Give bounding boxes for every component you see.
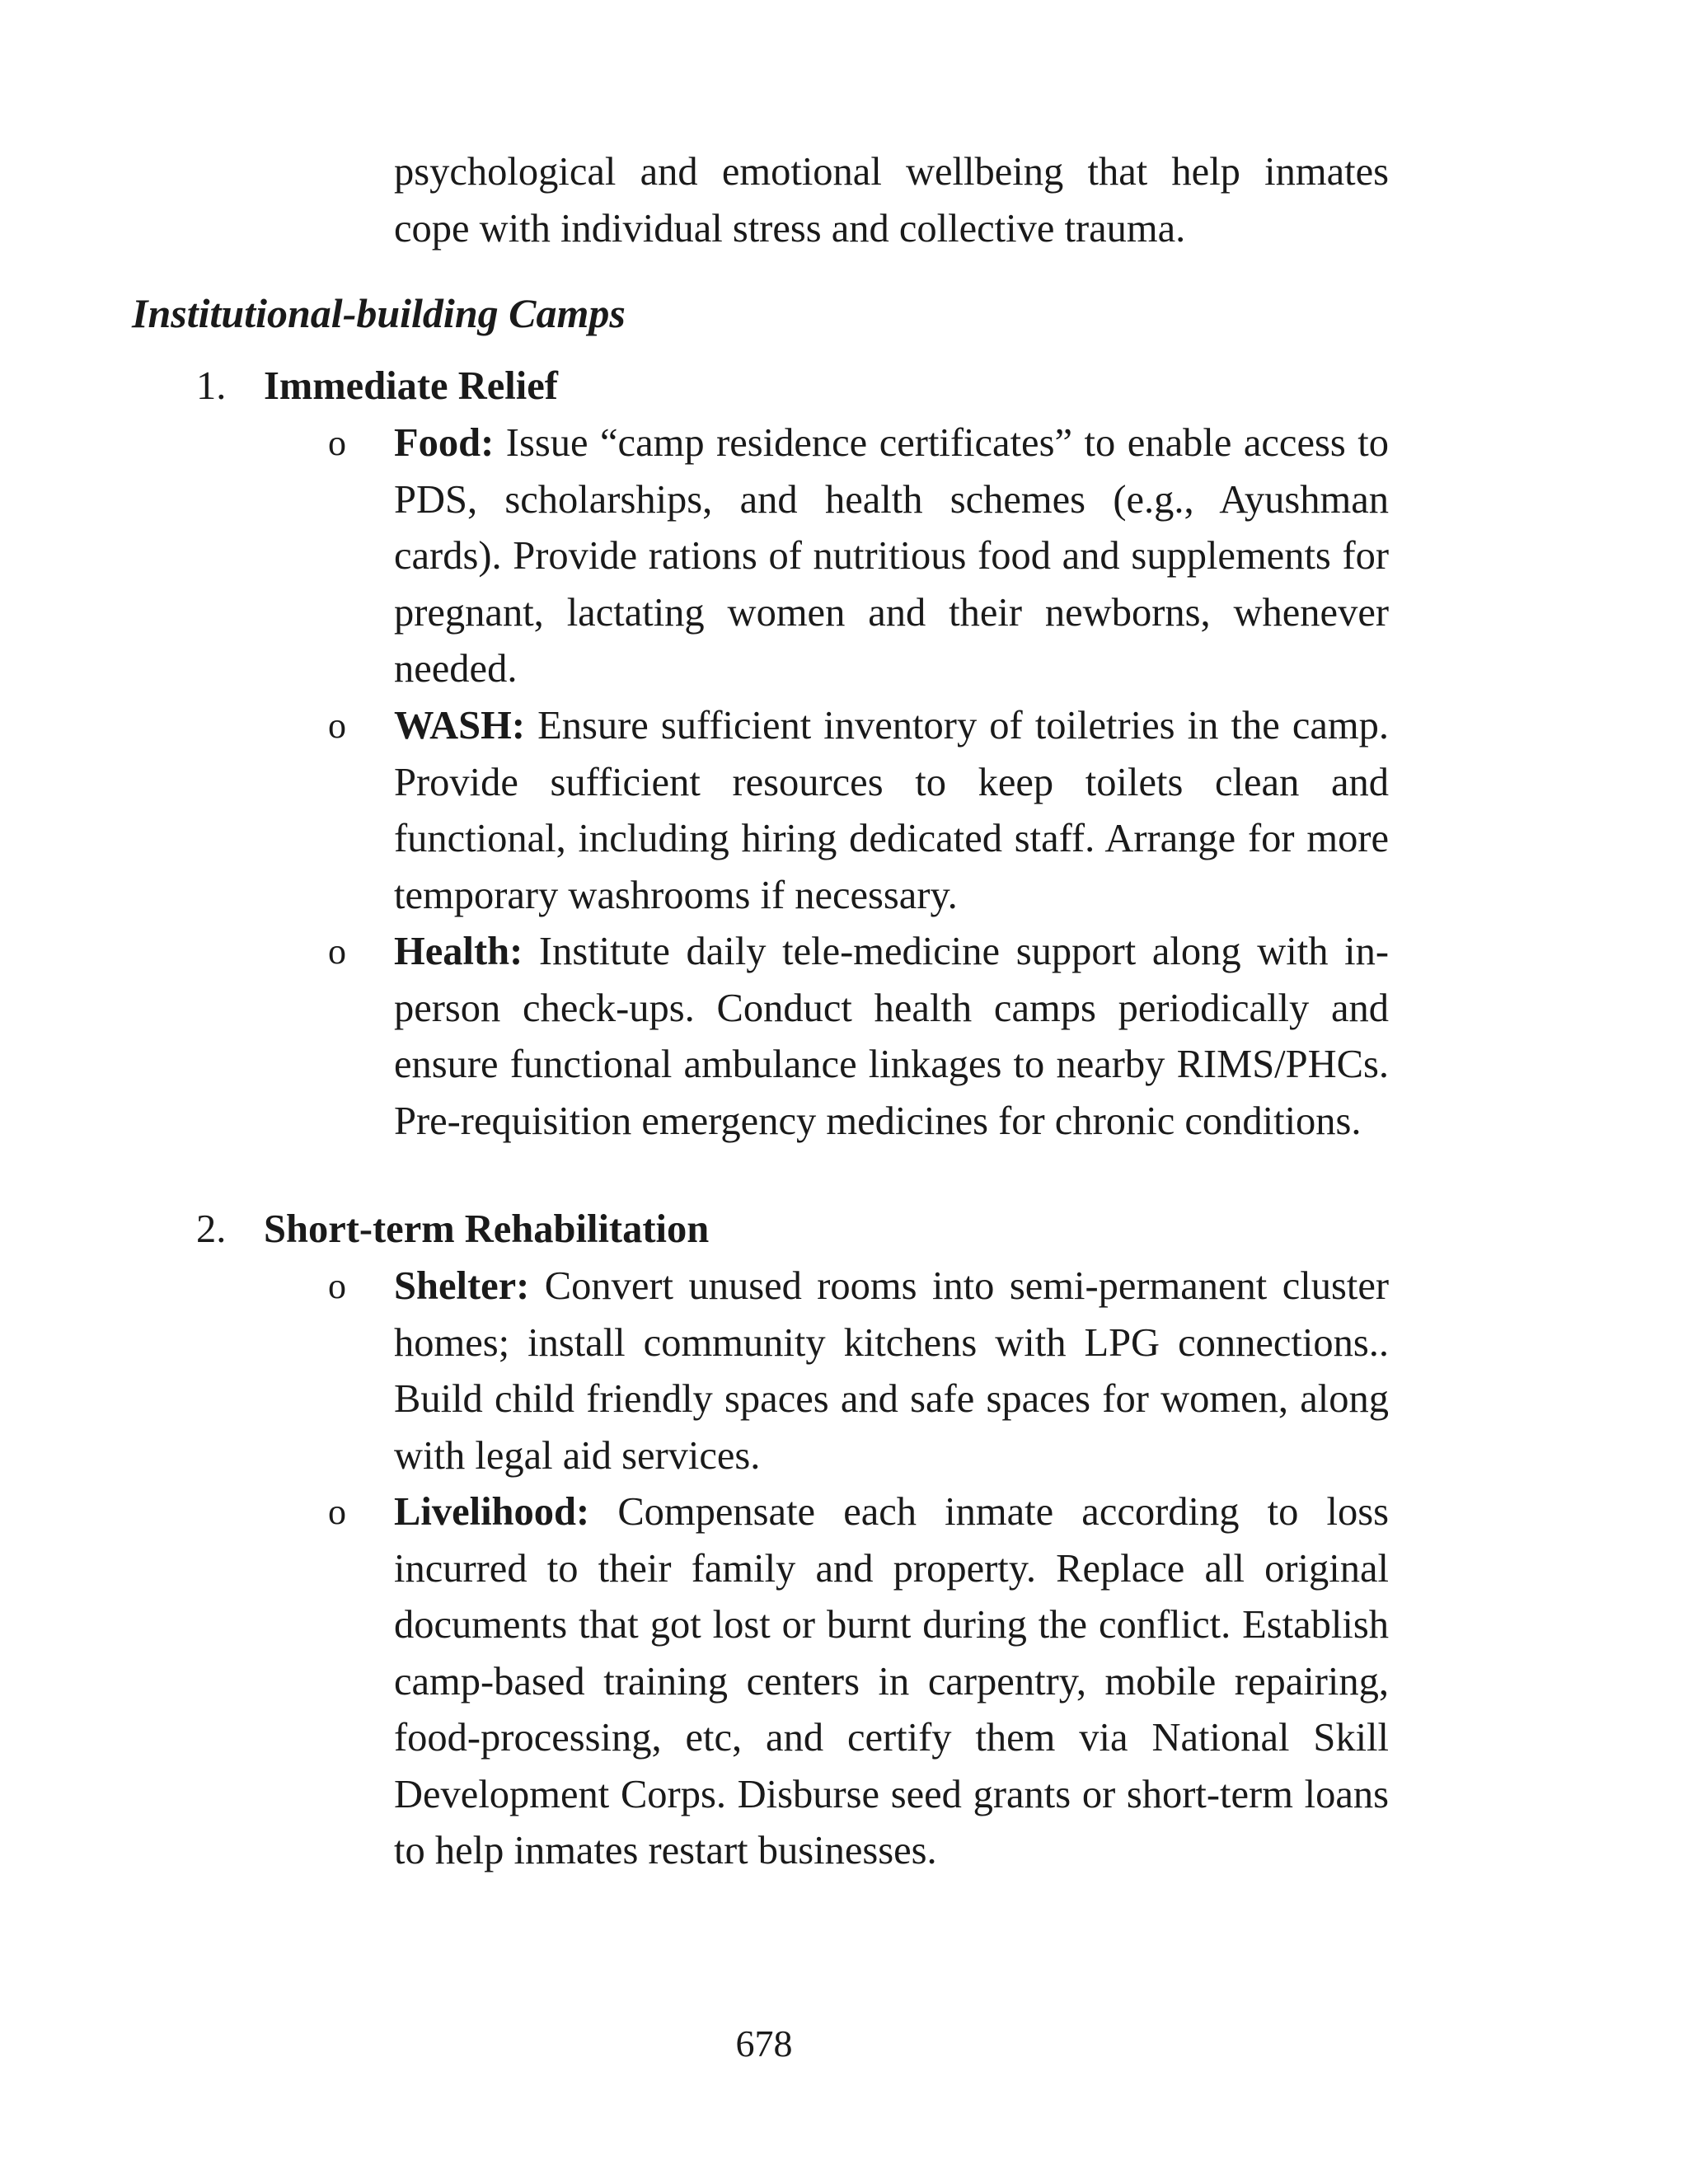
bullet-text: Issue “camp residence certificates” to enable access to PDS, scholarships, and health schemes (e.g., Ayushman cards). Provide rations of nutritious food and supplements for pregnant, lactating women and their newborns, whenever needed. [394, 421, 1390, 691]
bullet-text: Institute daily tele-medicine support along with in-person check-ups. Conduct health camps periodically and ensure functional ambulance linkages to nearby RIMS/PHCs. Pre-requisition emergency medicines for chronic conditions. [394, 930, 1389, 1143]
page-number: 678 [735, 2022, 793, 2064]
section-heading: Institutional-building Camps [132, 290, 626, 336]
bullet-body [394, 698, 1389, 924]
item-title: Short-term Rehabilitation [264, 1207, 710, 1251]
bullet-label: Livelihood: [394, 1490, 590, 1534]
item-number: 2. [196, 1207, 227, 1251]
bullet-body [394, 924, 1389, 1150]
bullet-text: Compensate each inmate according to loss incurred to their family and property. Replace all original documents that got lost or burnt during the conflict. Establish camp-based training centers in carpentry, mobile repairing, food-processing, etc, and certify them via National Skill Development Corps. Disburse seed grants or short-term loans to help inmates restart businesses. [394, 1490, 1390, 1872]
item-title: Immediate Relief [264, 364, 558, 408]
continuation-paragraph: psychological and emotional wellbeing that help inmates cope with individual stress and collective trauma. [394, 150, 1389, 251]
bullet-body [394, 415, 1389, 698]
bullet-label: Health: [394, 930, 523, 973]
bullet-marker: o [328, 705, 346, 746]
item-number: 1. [196, 364, 227, 408]
bullet-marker: o [328, 1266, 346, 1306]
bullet-body [394, 1484, 1389, 1880]
bullet-body [394, 1258, 1389, 1484]
bullet-marker: o [328, 423, 346, 463]
bullet-label: Shelter: [394, 1264, 530, 1308]
bullet-marker: o [328, 1492, 346, 1532]
bullet-marker: o [328, 931, 346, 972]
bullet-text: Ensure sufficient inventory of toiletries in the camp. Provide sufficient resources to keep toilets clean and functional, including hiring dedicated staff. Arrange for more temporary washrooms if necessary. [394, 704, 1389, 917]
bullet-label: Food: [394, 421, 495, 465]
bullet-label: WASH: [394, 704, 525, 748]
bullet-text: Convert unused rooms into semi-permanent cluster homes; install community kitchens with LPG connections.. Build child friendly spaces and safe spaces for women, along with legal aid services. [394, 1264, 1389, 1478]
